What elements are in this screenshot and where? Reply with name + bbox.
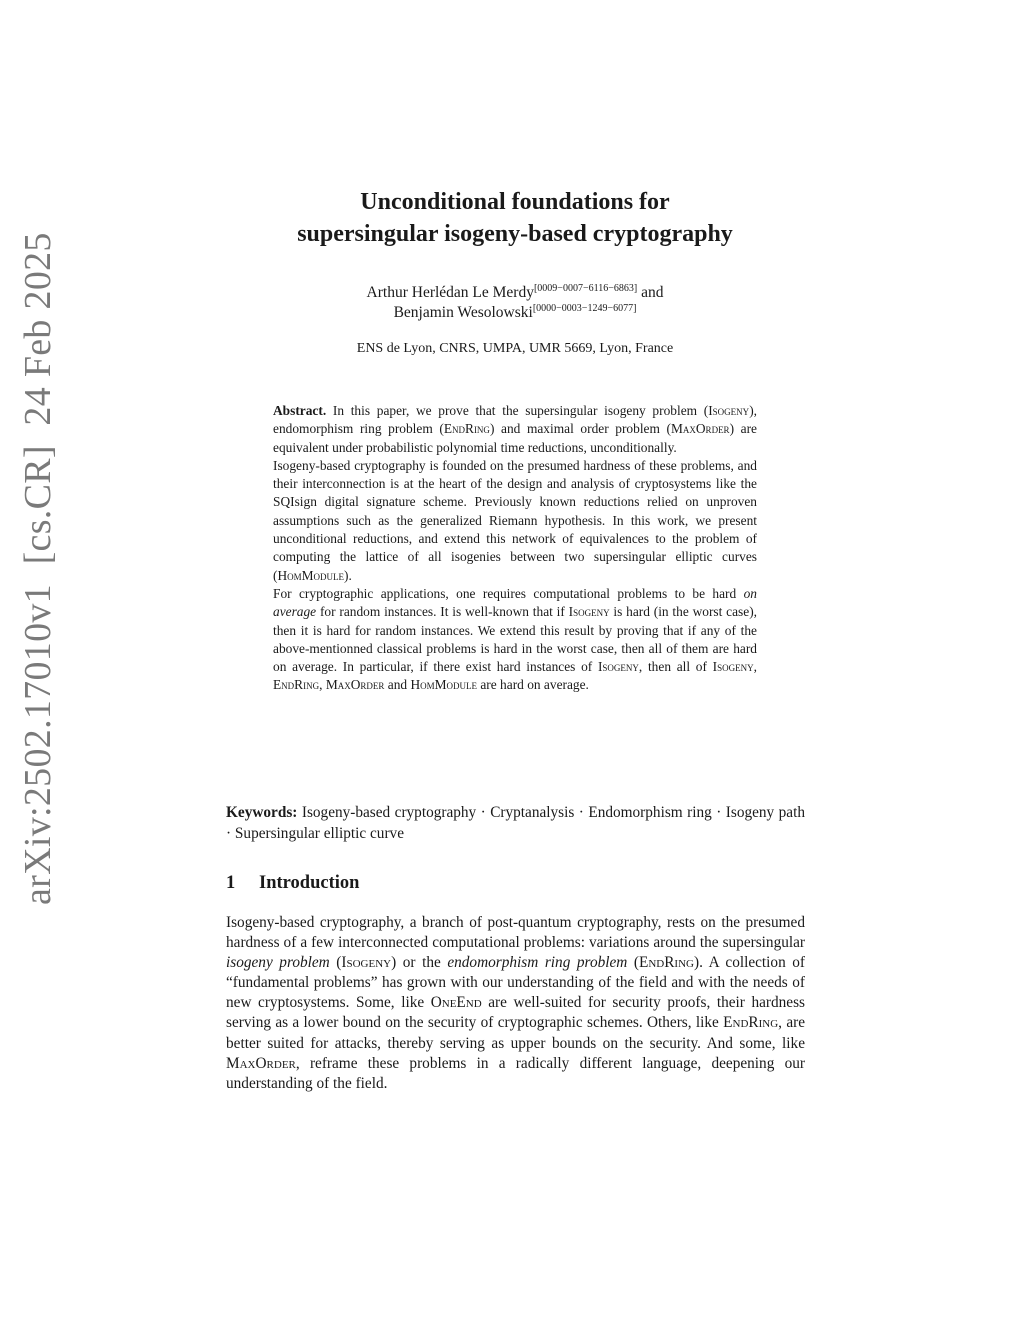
intro-paragraph	[226, 913, 805, 1094]
term-hommodule: HomModule	[277, 567, 345, 583]
author-name: Benjamin Wesolowski	[393, 304, 533, 321]
abstract-text: ) are equivalent under probabilistic polynomial time reductions, unconditionally.	[273, 421, 757, 455]
abstract-text: , then all of	[638, 659, 713, 675]
abstract-text: ).	[344, 567, 352, 583]
abstract-paragraph-2	[273, 457, 757, 585]
intro-text: Isogeny-based cryptography, a branch of post-quantum cryptography, rests on the presumed hardness of a few interconnected computational problems: variations around the supersingular	[226, 914, 805, 952]
affiliation: ENS de Lyon, CNRS, UMPA, UMR 5669, Lyon, France	[356, 341, 674, 356]
section-number: 1	[226, 873, 236, 893]
section-heading	[226, 871, 359, 895]
intro-text: (	[627, 954, 639, 972]
emphasis-on-average: on average	[273, 585, 757, 620]
author-line-2	[250, 303, 780, 323]
introduction-body	[226, 913, 805, 1094]
abstract-text: ) and maximal order problem (	[489, 421, 671, 437]
intro-text: are well-suited for security proofs, their hardness serving as a lower bound on the security of cryptographic schemes. Others, like	[226, 994, 805, 1032]
term-oneend: OneEnd	[430, 994, 482, 1012]
term-endring: EndRing	[639, 954, 694, 972]
abstract-paragraph-3	[273, 585, 757, 695]
term-maxorder: MaxOrder	[670, 421, 730, 437]
abstract-text: For cryptographic applications, one requires computational problems to be hard	[273, 585, 744, 601]
title-line-1: Unconditional foundations for	[360, 189, 670, 215]
abstract-text: and	[384, 677, 411, 693]
term-endring: EndRing	[273, 677, 320, 693]
term-isogeny: Isogeny	[597, 659, 639, 675]
term-isogeny: Isogeny	[341, 954, 392, 972]
keywords	[226, 803, 805, 844]
abstract-text: is hard (in the worst case), then it is hard for random instances. We extend this result by proving that if any of the above-mentionned classical problems is hard in the worst case, then all of them are hard on average. In particular, if there exist hard instances of	[273, 604, 757, 675]
intro-text: ). A collection of “fundamental problems” has grown with our understanding of the field and with the needs of new cryptosystems. Some, like	[226, 954, 806, 1012]
emphasis-endomorphism-ring-problem: endomorphism ring problem	[447, 954, 628, 972]
abstract-text: ,	[753, 659, 757, 675]
intro-text: ) or the	[391, 954, 448, 972]
term-endring: EndRing	[723, 1014, 779, 1032]
term-isogeny: Isogeny	[708, 403, 750, 418]
abstract-paragraph-1	[273, 402, 757, 457]
keywords-label: Keywords:	[226, 804, 298, 821]
abstract-label: Abstract.	[273, 403, 327, 418]
abstract-text: ), endomorphism ring problem (	[273, 403, 757, 437]
intro-text: , are better suited for attacks, thereby serving as upper bounds on the security. And some, like	[226, 1014, 805, 1052]
title-line-2: supersingular isogeny-based cryptography	[297, 221, 733, 247]
abstract-text: ,	[319, 677, 326, 693]
term-hommodule: HomModule	[410, 677, 478, 693]
arxiv-identifier-stamp: arXiv:2502.17010v1 [cs.CR] 24 Feb 2025	[17, 232, 59, 905]
author-list	[250, 283, 780, 323]
abstract-text: In this paper, we prove that the supersingular isogeny problem (	[326, 403, 709, 418]
term-endring: EndRing	[443, 421, 490, 437]
emphasis-isogeny-problem: isogeny problem	[226, 954, 330, 972]
abstract	[273, 402, 757, 695]
abstract-text: are hard on average.	[477, 677, 589, 693]
term-maxorder: MaxOrder	[325, 677, 385, 693]
author-name: Arthur Herlédan Le Merdy	[366, 284, 534, 301]
abstract-text: for random instances. It is well-known that if	[316, 604, 569, 620]
intro-text: (	[329, 954, 342, 972]
section-title: Introduction	[259, 873, 360, 893]
term-maxorder: MaxOrder	[226, 1054, 296, 1072]
term-isogeny: Isogeny	[712, 659, 754, 675]
author-orcid: [0009−0007−6116−6863]	[533, 283, 638, 294]
author-join: and	[641, 284, 664, 301]
abstract-text: Isogeny-based cryptography is founded on the presumed hardness of these problems, and their interconnection is at the heart of the design and analysis of cryptosystems like the SQIsign digital signature scheme. Previously known reductions relied on unproven assumptions such as the generalized Riemann hypothesis. In this work, we present unconditional reductions, and extend this network of equivalences to the problem of computing the lattice of all isogenies between two supersingular elliptic curves (	[273, 457, 757, 583]
paper-title	[200, 186, 830, 250]
intro-text: , reframe these problems in a radically different language, deepening our understanding of the field.	[226, 1054, 805, 1092]
author-orcid: [0000−0003−1249−6077]	[532, 303, 637, 314]
keywords-text: Isogeny-based cryptography · Cryptanalysis · Endomorphism ring · Isogeny path · Supersingular elliptic curve	[226, 804, 805, 842]
author-line-1	[250, 283, 780, 303]
term-isogeny: Isogeny	[568, 604, 610, 620]
